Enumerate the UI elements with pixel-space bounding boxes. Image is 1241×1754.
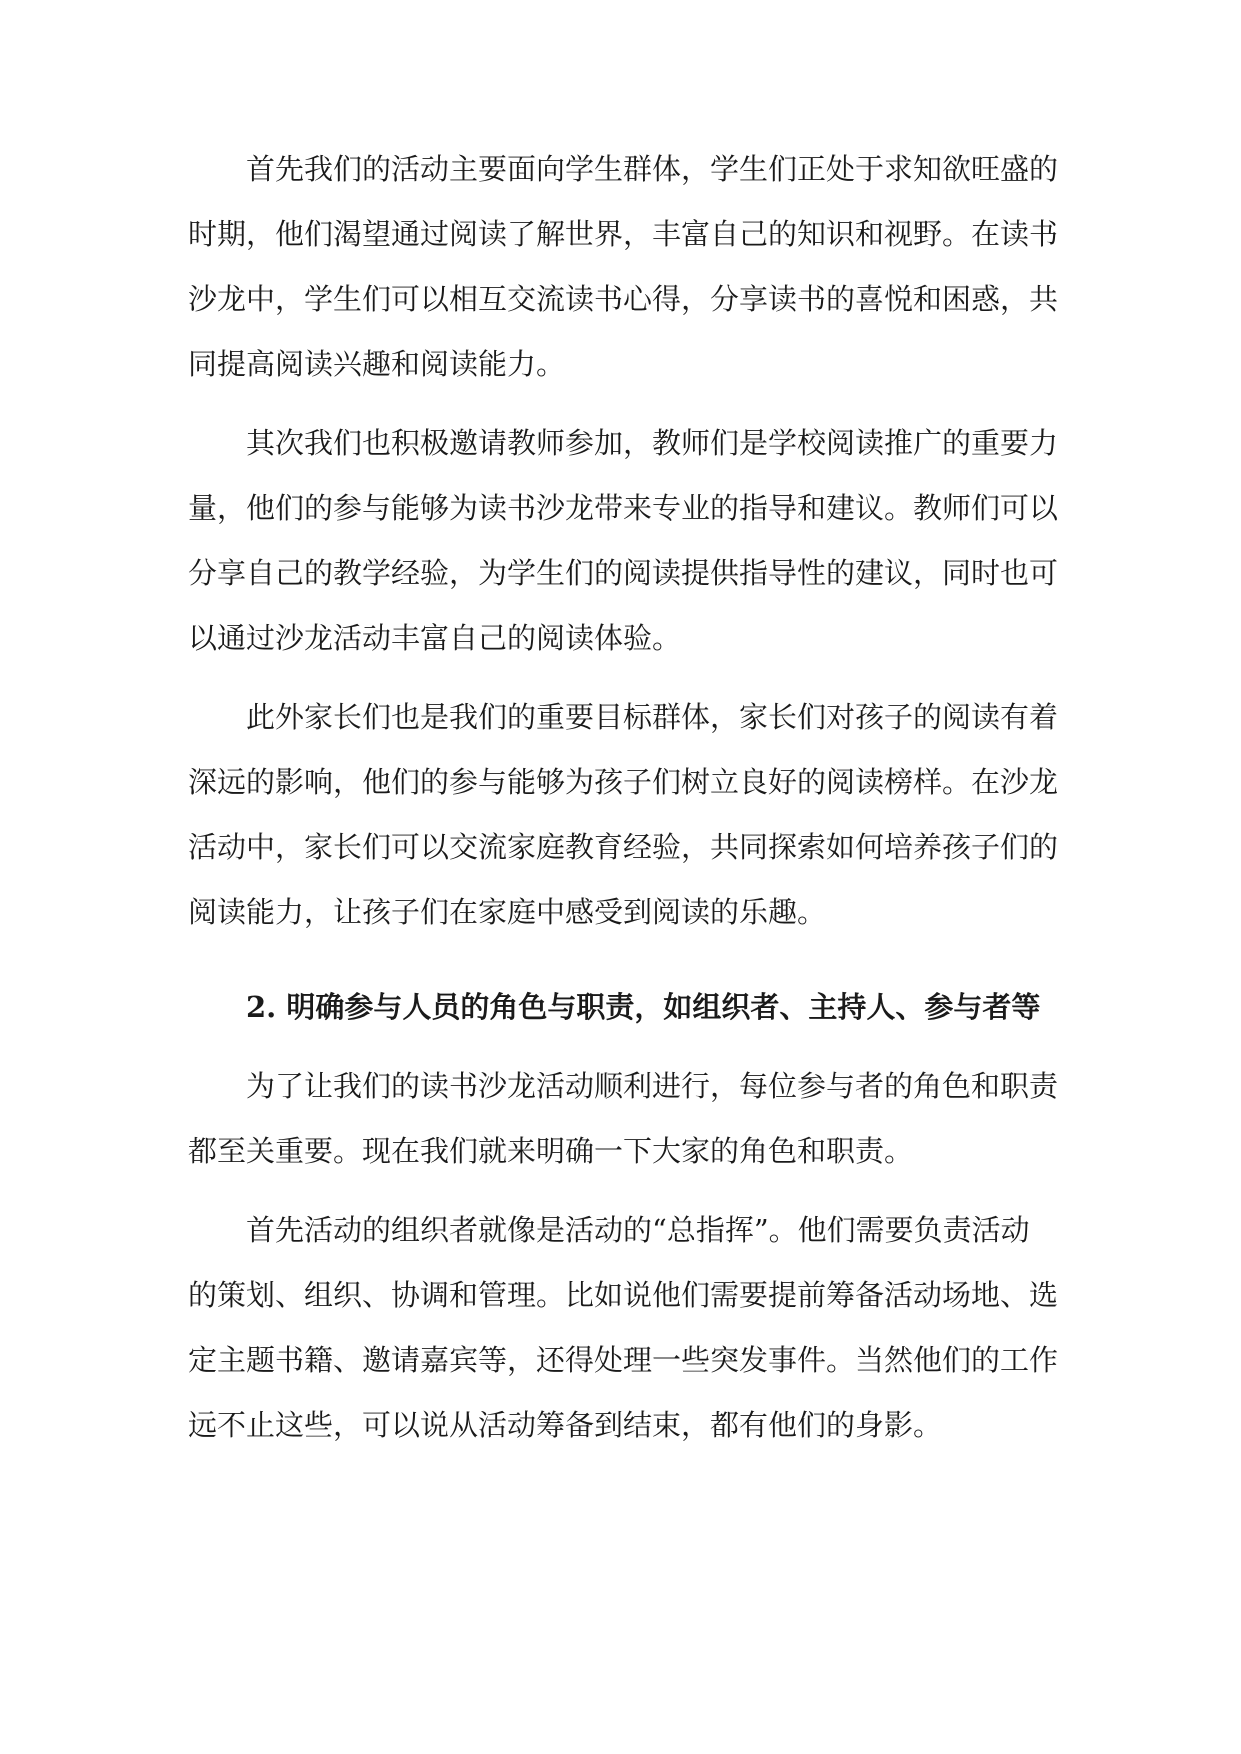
paragraph-line: 分享自己的教学经验，为学生们的阅读提供指导性的建议，同时也可 [188,556,1059,590]
paragraph-students [188,137,1058,397]
paragraph-organizer [188,1198,1058,1458]
paragraph-line: 活动中，家长们可以交流家庭教育经验，共同探索如何培养孩子们的 [188,830,1059,864]
paragraph-line: 首先活动的组织者就像是活动的“总指挥”。他们需要负责活动 [246,1213,1030,1247]
paragraph-roles-intro [188,1054,1058,1184]
paragraph-line: 为了让我们的读书沙龙活动顺利进行，每位参与者的角色和职责 [246,1069,1059,1103]
section-heading-number: 2. [246,990,277,1024]
paragraph-spacer [188,1040,1058,1054]
paragraph-line: 阅读能力，让孩子们在家庭中感受到阅读的乐趣。 [188,895,827,929]
paragraph-teachers [188,411,1058,671]
paragraph-line: 时期，他们渴望通过阅读了解世界，丰富自己的知识和视野。在读书 [188,217,1059,251]
paragraph-line: 都至关重要。现在我们就来明确一下大家的角色和职责。 [188,1134,914,1168]
paragraph-spacer [188,1184,1058,1198]
section-heading [188,975,1058,1040]
paragraph-spacer [188,397,1058,411]
paragraph-line: 远不止这些，可以说从活动筹备到结束，都有他们的身影。 [188,1408,943,1442]
section-spacer [188,945,1058,975]
paragraph-line: 沙龙中，学生们可以相互交流读书心得，分享读书的喜悦和困惑，共 [188,282,1059,316]
paragraph-line: 以通过沙龙活动丰富自己的阅读体验。 [188,621,682,655]
paragraph-spacer [188,671,1058,685]
paragraph-line: 此外家长们也是我们的重要目标群体，家长们对孩子的阅读有着 [246,700,1059,734]
paragraph-line: 其次我们也积极邀请教师参加，教师们是学校阅读推广的重要力 [246,426,1059,460]
paragraph-line: 首先我们的活动主要面向学生群体，学生们正处于求知欲旺盛的 [246,152,1059,186]
paragraph-line: 同提高阅读兴趣和阅读能力。 [188,347,566,381]
paragraph-parents [188,685,1058,945]
paragraph-line: 深远的影响，他们的参与能够为孩子们树立良好的阅读榜样。在沙龙 [188,765,1059,799]
paragraph-line: 定主题书籍、邀请嘉宾等，还得处理一些突发事件。当然他们的工作 [188,1343,1059,1377]
document-body [188,137,1058,1458]
section-heading-text: 明确参与人员的角色与职责，如组织者、主持人、参与者等 [286,990,1041,1024]
paragraph-line: 量，他们的参与能够为读书沙龙带来专业的指导和建议。教师们可以 [188,491,1059,525]
paragraph-line: 的策划、组织、协调和管理。比如说他们需要提前筹备活动场地、选 [188,1278,1059,1312]
